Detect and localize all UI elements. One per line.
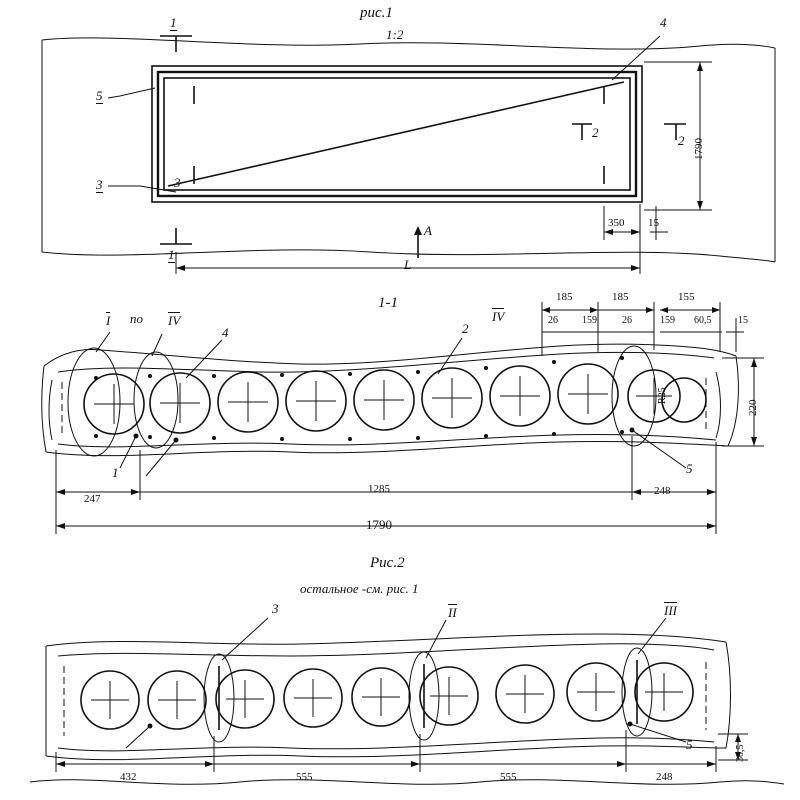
section-dim-155: 155 [678, 291, 695, 303]
section-title-1-1: 1-1 [378, 295, 398, 311]
fig2-callout-III: III [664, 603, 677, 618]
fig2-callout-II: II [448, 605, 457, 620]
fig1-arrow-A: A [424, 223, 432, 238]
fig1-section-mark-2-right: 2 [678, 133, 685, 148]
fig2-callout-3: 3 [272, 601, 279, 616]
section-dim-185-a: 185 [556, 291, 573, 303]
section-callout-IV-left: IV [168, 313, 181, 328]
fig1-dim-350: 350 [608, 217, 625, 229]
fig2-dim-555-a: 555 [296, 771, 313, 783]
section-dim-220: 220 [747, 399, 759, 416]
fig1-callout-3: 3 [96, 177, 103, 192]
section-callout-2: 2 [462, 321, 469, 336]
section-dim-247: 247 [84, 493, 101, 505]
section-dim-605: 60,5 [694, 315, 712, 326]
fig1-callout-4: 4 [660, 15, 667, 30]
section-dim-1790: 1790 [366, 517, 392, 532]
section-dim-26-a: 26 [548, 315, 558, 326]
fig1-section-mark-1-top: 1 [170, 15, 177, 30]
section-dim-1285: 1285 [368, 483, 390, 495]
fig1-dim-L: L [404, 257, 412, 272]
section-dim-26-b: 26 [622, 315, 632, 326]
fig1-callout-5: 5 [96, 88, 103, 103]
fig1-dim-1790: 1790 [693, 138, 705, 160]
fig1-title: рис.1 [360, 5, 393, 21]
section-callout-IV-right: IV [492, 309, 505, 324]
fig2-note: остальное -см. рис. 1 [300, 581, 419, 596]
section-dim-159-b: 159 [660, 315, 675, 326]
section-callout-4: 4 [222, 325, 229, 340]
fig2-callout-5: 5 [686, 737, 693, 752]
fig2-dim-432: 432 [120, 771, 137, 783]
fig1-section-mark-1-bottom: 1 [168, 247, 175, 262]
section-dim-15: 15 [738, 315, 748, 326]
fig1-dim-15: 15 [648, 217, 659, 229]
fig1-section-mark-2-left: 2 [592, 125, 599, 140]
fig1-callout-3-inner: 3 [174, 175, 181, 190]
fig2-dim-248: 248 [656, 771, 673, 783]
section-callout-I: I [106, 313, 111, 328]
section-dim-185-b: 185 [612, 291, 629, 303]
section-callout-5: 5 [686, 461, 693, 476]
section-dim-248: 248 [654, 485, 671, 497]
fig1-scale: 1:2 [386, 27, 404, 42]
fig2-dim-555-b: 555 [500, 771, 517, 783]
section-callout-po: по [130, 311, 143, 326]
section-dim-radius: R25 [657, 387, 668, 404]
fig2-dim-305: 30,5 [735, 744, 746, 762]
section-dim-159-a: 159 [582, 315, 597, 326]
fig2-title: Рис.2 [370, 555, 405, 571]
section-callout-1: 1 [112, 465, 119, 480]
